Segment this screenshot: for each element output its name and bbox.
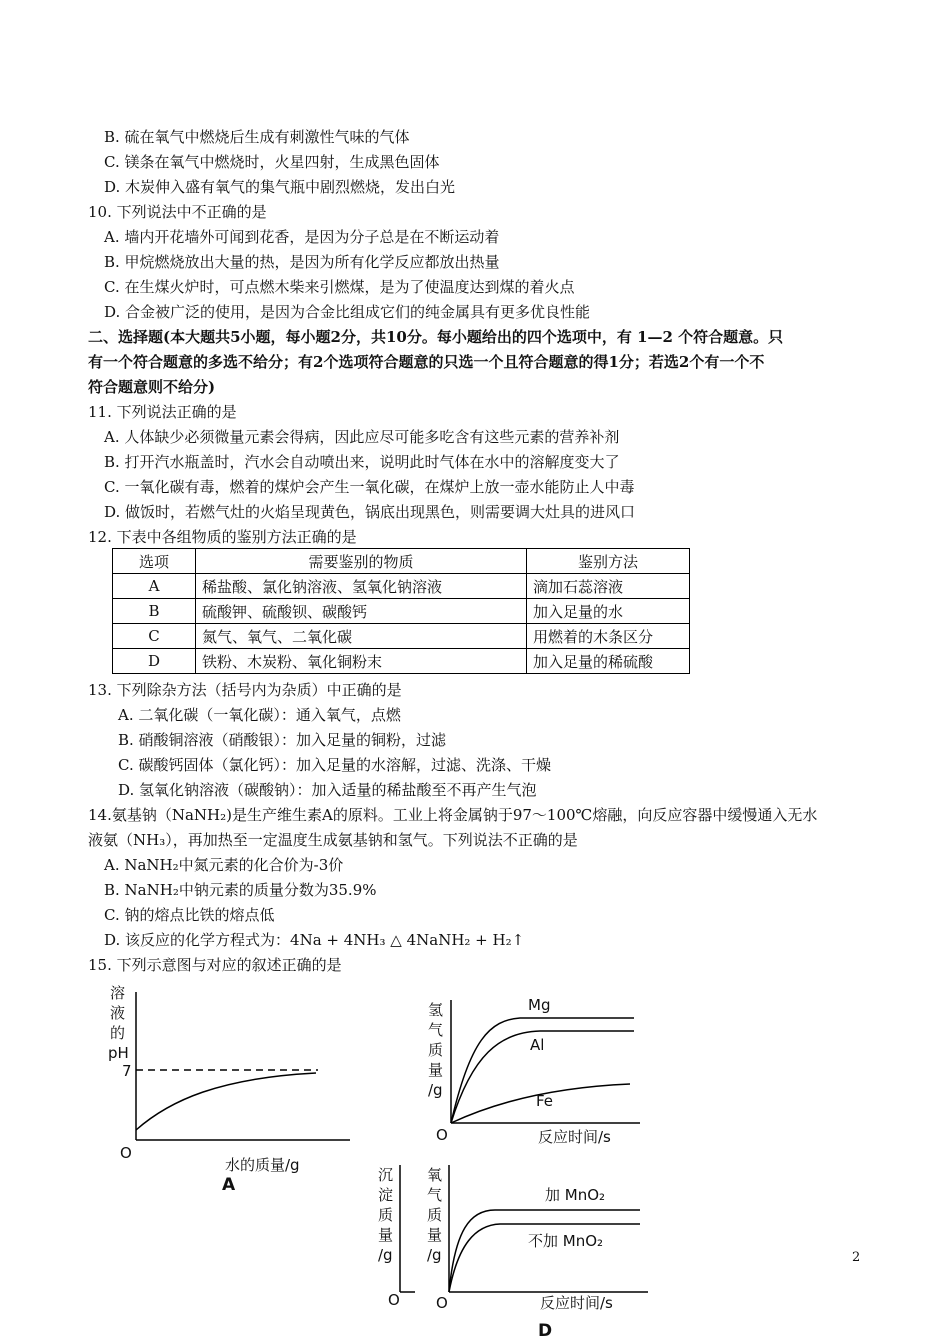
table-cell: 稀盐酸、氯化钠溶液、氢氧化钠溶液 <box>196 574 527 599</box>
graph-a-letter: A <box>222 1175 236 1195</box>
graph-c-ylabel: 沉 <box>378 1166 394 1184</box>
table-cell: 用燃着的木条区分 <box>527 624 690 649</box>
graph-c-origin: O <box>388 1291 400 1309</box>
q14-stem-1: 14.氨基钠（NaNH₂)是生产维生素A的原料。工业上将金属钠于97～100℃熔融，向反应容器中缓慢通入无水 <box>88 806 818 824</box>
graph-d-origin: O <box>436 1294 448 1312</box>
graph-a-ylabel: 液 <box>110 1004 126 1022</box>
graph-b-ylabel: 质 <box>428 1041 444 1059</box>
q10-stem: 10. 下列说法中不正确的是 <box>88 203 267 221</box>
q15-stem: 15. 下列示意图与对应的叙述正确的是 <box>88 956 342 974</box>
graph-c-ylabel: 质 <box>378 1206 394 1224</box>
section2-instructions-1: 二、选择题(本大题共5小题，每小题2分，共10分。每小题给出的四个选项中，有 1—2 个符合题意。只 <box>88 328 784 346</box>
q9-option-c: C. 镁条在氧气中燃烧时，火星四射，生成黑色固体 <box>104 153 440 171</box>
graph-b-xlabel: 反应时间/s <box>538 1128 611 1146</box>
q10-option-b: B. 甲烷燃烧放出大量的热，是因为所有化学反应都放出热量 <box>104 253 500 271</box>
table-header: 选项 <box>113 549 196 574</box>
graph-d-ylabel: 氧 <box>427 1166 443 1184</box>
table-cell: D <box>113 649 196 674</box>
q11-option-b: B. 打开汽水瓶盖时，汽水会自动喷出来，说明此时气体在水中的溶解度变大了 <box>104 453 620 471</box>
graph-b-mg-label: Mg <box>528 996 551 1014</box>
table-cell: 加入足量的水 <box>527 599 690 624</box>
graph-d-letter: D <box>538 1321 553 1341</box>
graph-d-with-mno2-label: 加 MnO₂ <box>545 1186 606 1204</box>
graph-c-ylabel: 量 <box>378 1226 394 1244</box>
q11-stem: 11. 下列说法正确的是 <box>88 403 237 421</box>
table-cell: C <box>113 624 196 649</box>
q13-option-b: B. 硝酸铜溶液（硝酸银）：加入足量的铜粉，过滤 <box>118 731 447 749</box>
graph-d-without-mno2-label: 不加 MnO₂ <box>528 1232 604 1250</box>
q9-option-b: B. 硫在氧气中燃烧后生成有刺激性气味的气体 <box>104 128 410 146</box>
q10-option-d: D. 合金被广泛的使用，是因为合金比组成它们的纯金属具有更多优良性能 <box>104 303 591 321</box>
graph-d-ylabel: 质 <box>427 1206 443 1224</box>
graph-c-ylabel: /g <box>378 1246 393 1264</box>
graph-b-ylabel: /g <box>428 1081 443 1099</box>
page-number: 2 <box>852 1250 861 1265</box>
table-cell: A <box>113 574 196 599</box>
q13-option-d: D. 氢氧化钠溶液（碳酸钠）：加入适量的稀盐酸至不再产生气泡 <box>118 781 537 799</box>
table-cell: 铁粉、木炭粉、氧化铜粉末 <box>196 649 527 674</box>
q11-option-a: A. 人体缺少必须微量元素会得病，因此应尽可能多吃含有这些元素的营养补剂 <box>104 428 620 446</box>
q11-option-c: C. 一氧化碳有毒，燃着的煤炉会产生一氧化碳，在煤炉上放一壶水能防止人中毒 <box>104 478 635 496</box>
graph-b-origin: O <box>436 1126 448 1144</box>
section2-instructions-2: 有一个符合题意的多选不给分；有2个选项符合题意的只选一个且符合题意的得1分；若选2个有一个不 <box>88 353 765 371</box>
q13-option-c: C. 碳酸钙固体（氯化钙）：加入足量的水溶解，过滤、洗涤、干燥 <box>118 756 551 774</box>
q10-option-c: C. 在生煤火炉时，可点燃木柴来引燃煤，是为了使温度达到煤的着火点 <box>104 278 575 296</box>
table-header: 需要鉴别的物质 <box>196 549 527 574</box>
graph-d-ylabel: /g <box>427 1246 442 1264</box>
table-cell: 硫酸钾、硫酸钡、碳酸钙 <box>196 599 527 624</box>
table-cell: 加入足量的稀硫酸 <box>527 649 690 674</box>
q12-stem: 12. 下表中各组物质的鉴别方法正确的是 <box>88 528 357 546</box>
section2-instructions-3: 符合题意则不给分) <box>88 378 216 396</box>
graph-a-ylabel: pH <box>108 1044 129 1062</box>
graph-b-al-label: Al <box>530 1036 545 1054</box>
graph-b-ylabel: 量 <box>428 1061 444 1079</box>
table-cell: B <box>113 599 196 624</box>
q14-option-c: C. 钠的熔点比铁的熔点低 <box>104 906 275 924</box>
q14-option-b: B. NaNH₂中钠元素的质量分数为35.9% <box>104 881 377 899</box>
q14-option-a: A. NaNH₂中氮元素的化合价为-3价 <box>104 856 344 874</box>
graph-b-ylabel: 氢 <box>428 1001 444 1019</box>
table-cell: 氮气、氧气、二氧化碳 <box>196 624 527 649</box>
graph-c-ylabel: 淀 <box>378 1186 394 1204</box>
graph-d-ylabel: 量 <box>427 1226 443 1244</box>
graph-a-origin: O <box>120 1144 132 1162</box>
graph-a-tick-7: 7 <box>122 1062 132 1080</box>
graph-a-xlabel: 水的质量/g <box>225 1156 300 1174</box>
graph-a-ylabel: 的 <box>110 1024 126 1042</box>
graph-b-fe-label: Fe <box>536 1092 554 1110</box>
table-header: 鉴别方法 <box>527 549 690 574</box>
q13-option-a: A. 二氧化碳（一氧化碳）：通入氧气，点燃 <box>118 706 401 724</box>
graph-d-with-mno2-curve <box>449 1210 640 1292</box>
q11-option-d: D. 做饭时，若燃气灶的火焰呈现黄色，锅底出现黑色，则需要调大灶具的进风口 <box>104 503 636 521</box>
q14-stem-2: 液氨（NH₃），再加热至一定温度生成氨基钠和氢气。下列说法不正确的是 <box>88 831 578 849</box>
q13-stem: 13. 下列除杂方法（括号内为杂质）中正确的是 <box>88 681 402 699</box>
q10-option-a: A. 墙内开花墙外可闻到花香，是因为分子总是在不断运动着 <box>104 228 500 246</box>
graph-a-ylabel: 溶 <box>110 984 126 1002</box>
q9-option-d: D. 木炭伸入盛有氧气的集气瓶中剧烈燃烧，发出白光 <box>104 178 456 196</box>
table-cell: 滴加石蕊溶液 <box>527 574 690 599</box>
q14-option-d: D. 该反应的化学方程式为：4Na + 4NH₃ △ 4NaNH₂ + H₂↑ <box>104 931 525 949</box>
graph-b-ylabel: 气 <box>428 1021 444 1039</box>
graph-d-ylabel: 气 <box>427 1186 443 1204</box>
graph-d-xlabel: 反应时间/s <box>540 1294 613 1312</box>
graph-a-ph-curve <box>136 1073 316 1130</box>
